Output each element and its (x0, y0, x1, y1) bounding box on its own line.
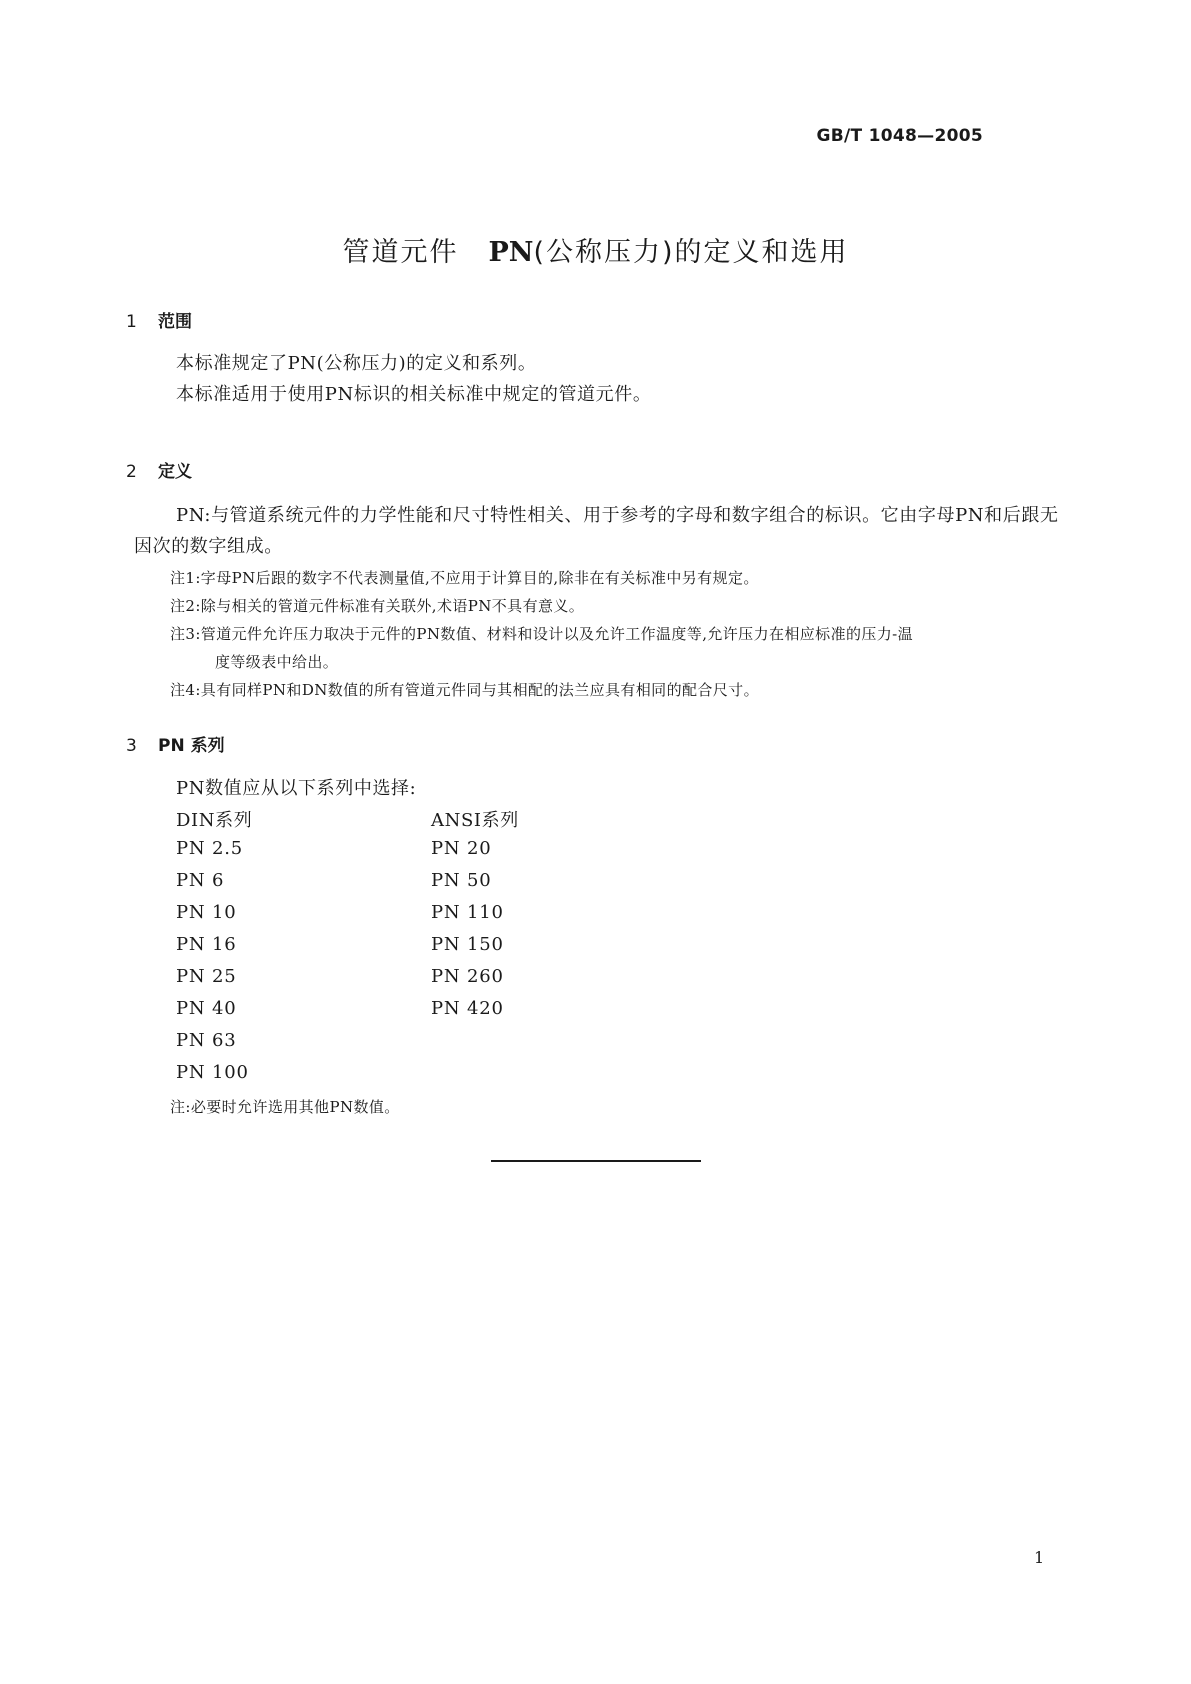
standard-code: GB/T 1048—2005 (816, 126, 983, 146)
note-2: 注2:除与相关的管道元件标准有关联外,术语PN不具有意义。 (170, 597, 585, 615)
din-value: PN 10 (176, 902, 237, 923)
din-value: PN 40 (176, 998, 237, 1019)
note-4: 注4:具有同样PN和DN数值的所有管道元件同与其相配的法兰应具有相同的配合尺寸。 (170, 681, 759, 699)
din-value: PN 100 (176, 1062, 249, 1083)
pn-series-intro: PN数值应从以下系列中选择: (176, 778, 417, 799)
section-3-heading (126, 731, 225, 756)
title-rest: (公称压力)的定义和选用 (533, 237, 849, 268)
section-3-number: 3 (126, 736, 137, 756)
pn-series-note: 注:必要时允许选用其他PN数值。 (170, 1098, 400, 1116)
section-2-title: 定义 (158, 462, 192, 482)
title-part1: 管道元件 (342, 237, 459, 268)
section-1-title: 范围 (158, 312, 192, 332)
ansi-value: PN 20 (431, 838, 492, 859)
ansi-value: PN 110 (431, 902, 504, 923)
ansi-value: PN 150 (431, 934, 504, 955)
section-1-paragraph-1: 本标准规定了PN(公称压力)的定义和系列。 (176, 353, 537, 374)
section-1-number: 1 (126, 312, 137, 332)
page-number: 1 (1034, 1548, 1045, 1567)
end-rule (491, 1160, 701, 1162)
ansi-value: PN 50 (431, 870, 492, 891)
note-3: 注3:管道元件允许压力取决于元件的PN数值、材料和设计以及允许工作温度等,允许压力在相应标准的压力-温 (170, 625, 914, 643)
din-value: PN 63 (176, 1030, 237, 1051)
section-2-heading (126, 457, 192, 482)
ansi-value: PN 260 (431, 966, 504, 987)
din-value: PN 2.5 (176, 838, 244, 859)
definition-paragraph: PN:与管道系统元件的力学性能和尺寸特性相关、用于参考的字母和数字组合的标识。它由字母PN和后跟无因次的数字组成。 (134, 505, 1059, 557)
note-1: 注1:字母PN后跟的数字不代表测量值,不应用于计算目的,除非在有关标准中另有规定。 (170, 569, 759, 587)
note-3-continuation: 度等级表中给出。 (215, 653, 339, 671)
section-3-title: PN 系列 (158, 736, 225, 756)
section-1-heading (126, 307, 192, 332)
section-2-number: 2 (126, 462, 137, 482)
section-1-paragraph-2: 本标准适用于使用PN标识的相关标准中规定的管道元件。 (176, 384, 652, 405)
din-value: PN 16 (176, 934, 237, 955)
ansi-series-header: ANSI系列 (431, 810, 519, 831)
din-series-header: DIN系列 (176, 810, 253, 831)
ansi-value: PN 420 (431, 998, 504, 1019)
din-value: PN 6 (176, 870, 225, 891)
title-pn: PN (488, 237, 534, 268)
din-value: PN 25 (176, 966, 237, 987)
page-title (0, 230, 1191, 269)
